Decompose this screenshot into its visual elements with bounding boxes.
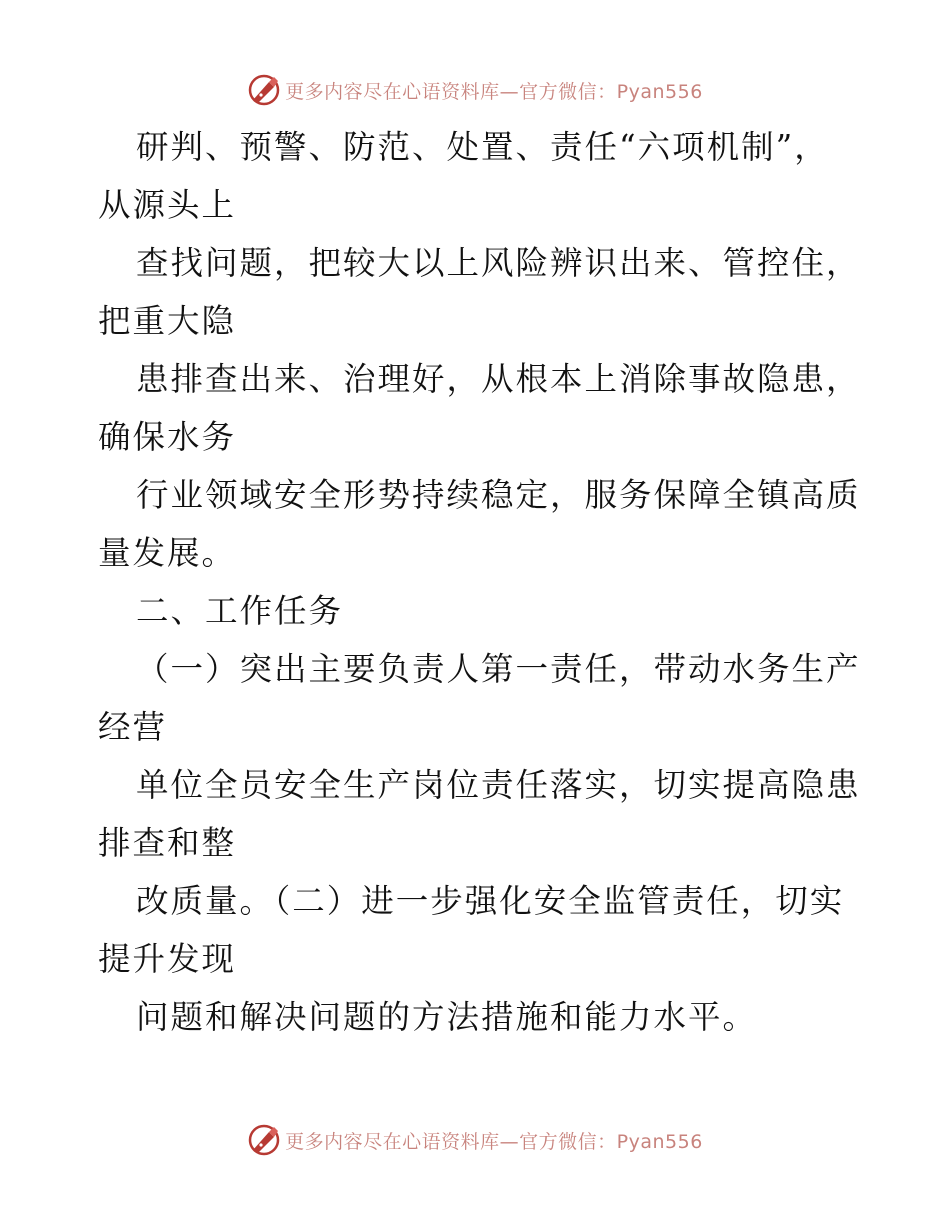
paragraph-line: 确保水务: [98, 418, 237, 456]
paragraph-line: 排查和整: [98, 824, 237, 862]
document-body: [98, 118, 861, 1046]
footer-banner: [0, 1120, 950, 1160]
paragraph-line: 改质量。（二）进一步强化安全监管责任，切实: [136, 882, 845, 920]
header-banner-text: 更多内容尽在心语资料库—官方微信：Pyan556: [285, 80, 703, 103]
paragraph-line: 行业领域安全形势持续稳定，服务保障全镇高质: [136, 476, 861, 514]
footer-banner-text: 更多内容尽在心语资料库—官方微信：Pyan556: [285, 1130, 703, 1153]
paragraph-line: （一）突出主要负责人第一责任，带动水务生产: [136, 650, 861, 688]
paragraph-line: 查找问题，把较大以上风险辨识出来、管控住，: [136, 244, 861, 282]
header-banner: [0, 70, 950, 110]
paragraph-line: 经营: [98, 708, 168, 746]
pen-nib-logo-icon: [247, 73, 281, 107]
paragraph-line: 问题和解决问题的方法措施和能力水平。: [136, 998, 758, 1036]
paragraph-line: 量发展。: [98, 534, 237, 572]
pen-nib-logo-icon: [247, 1123, 281, 1157]
paragraph-line: 提升发现: [98, 940, 237, 978]
paragraph-line: 患排查出来、治理好，从根本上消除事故隐患，: [136, 360, 861, 398]
paragraph-line: 单位全员安全生产岗位责任落实，切实提高隐患: [136, 766, 861, 804]
paragraph-line: 把重大隐: [98, 302, 237, 340]
section-heading: 二、工作任务: [136, 592, 344, 630]
paragraph-line: 研判、预警、防范、处置、责任“六项机制”，: [136, 128, 829, 166]
paragraph-line: 从源头上: [98, 186, 237, 224]
